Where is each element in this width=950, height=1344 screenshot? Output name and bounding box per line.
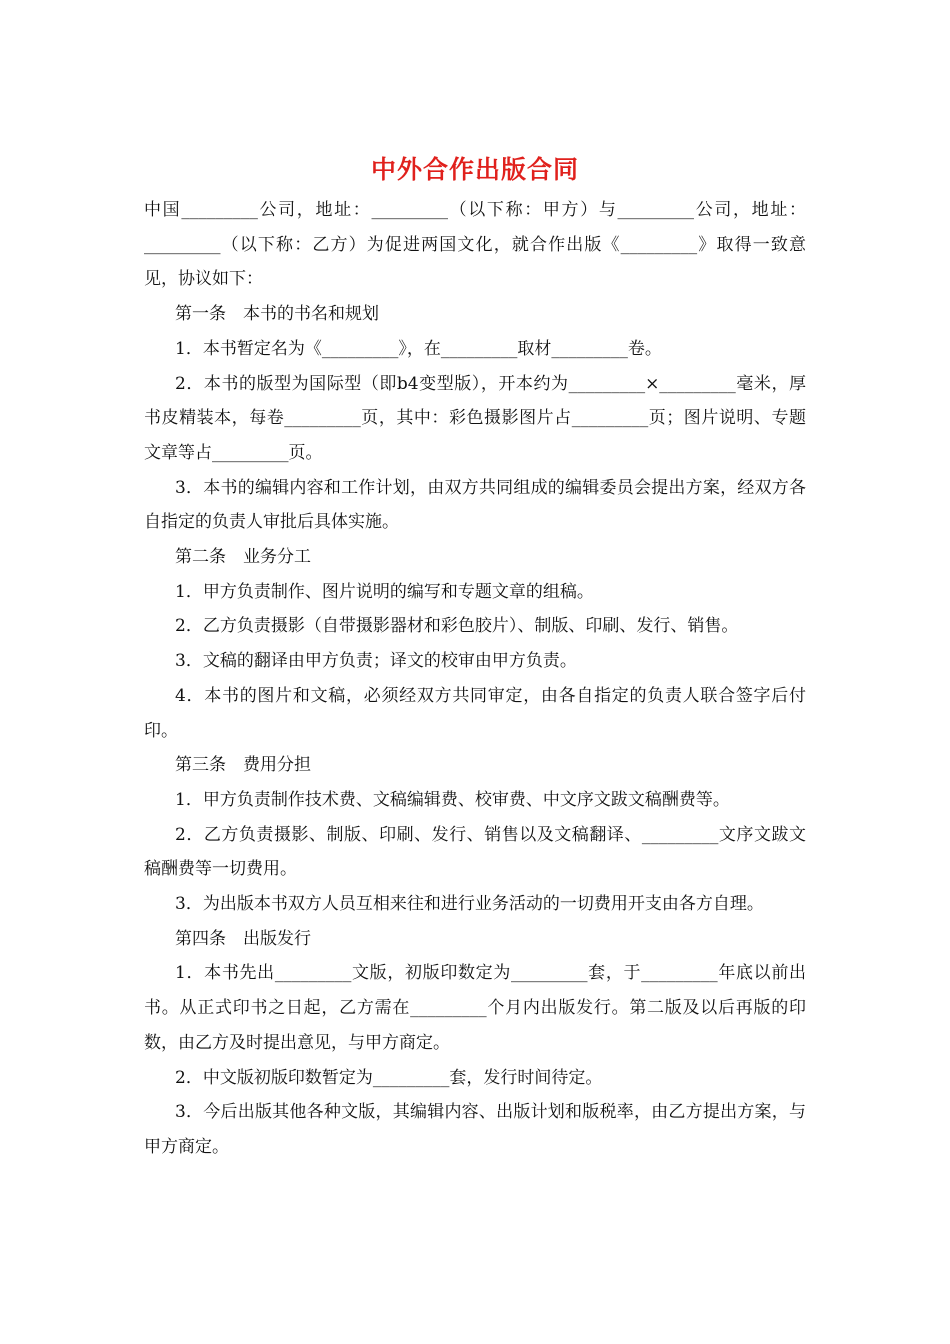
paragraph: 3．为出版本书双方人员互相来往和进行业务活动的一切费用开支由各方自理。 xyxy=(175,894,764,915)
paragraph: 3．今后出版其他各种文版，其编辑内容、出版计划和版税率，由乙方提出方案，与甲方商定。 xyxy=(144,1102,806,1157)
paragraph-preamble: 中国_________公司，地址：_________（以下称：甲方）与_________公司，地址：_________（以下称：乙方）为促进两国文化，就合作出版《_________》取得一致意见，协议如下： xyxy=(144,200,806,290)
paragraph: 2．中文版初版印数暂定为_________套，发行时间待定。 xyxy=(175,1067,603,1088)
article-heading-2: 第二条 业务分工 xyxy=(175,547,311,568)
paragraph: 3．本书的编辑内容和工作计划，由双方共同组成的编辑委员会提出方案，经双方各自指定的负责人审批后具体实施。 xyxy=(144,477,806,533)
paragraph: 3．文稿的翻译由甲方负责；译文的校审由甲方负责。 xyxy=(175,651,577,672)
paragraph: 2．乙方负责摄影（自带摄影器材和彩色胶片）、制版、印刷、发行、销售。 xyxy=(175,616,739,637)
article-heading-1: 第一条 本书的书名和规划 xyxy=(175,304,379,325)
paragraph: 2．乙方负责摄影、制版、印刷、发行、销售以及文稿翻译、_________文序文跋文稿酬费等一切费用。 xyxy=(144,824,806,880)
document-body xyxy=(144,193,806,1165)
paragraph: 4．本书的图片和文稿，必须经双方共同审定，由各自指定的负责人联合签字后付印。 xyxy=(144,685,806,741)
paragraph: 2．本书的版型为国际型（即b4变型版），开本约为_________×_________毫米，厚书皮精装本，每卷_________页，其中：彩色摄影图片占_________页；图片说明、专题文章等占_________页。 xyxy=(144,373,806,463)
paragraph: 1．甲方负责制作技术费、文稿编辑费、校审费、中文序文跋文稿酬费等。 xyxy=(175,789,730,810)
document-title: 中外合作出版合同 xyxy=(370,155,579,184)
paragraph: 1．本书先出_________文版，初版印数定为_________套，于_________年底以前出书。从正式印书之日起，乙方需在_________个月内出版发行。第二版及以后再版的印数，由乙方及时提出意见，与甲方商定。 xyxy=(144,963,806,1053)
paragraph: 1．甲方负责制作、图片说明的编写和专题文章的组稿。 xyxy=(175,581,594,602)
article-heading-3: 第三条 费用分担 xyxy=(175,755,311,776)
article-heading-4: 第四条 出版发行 xyxy=(175,928,311,949)
paragraph: 1．本书暂定名为《_________》，在_________取材_________卷。 xyxy=(175,338,662,359)
